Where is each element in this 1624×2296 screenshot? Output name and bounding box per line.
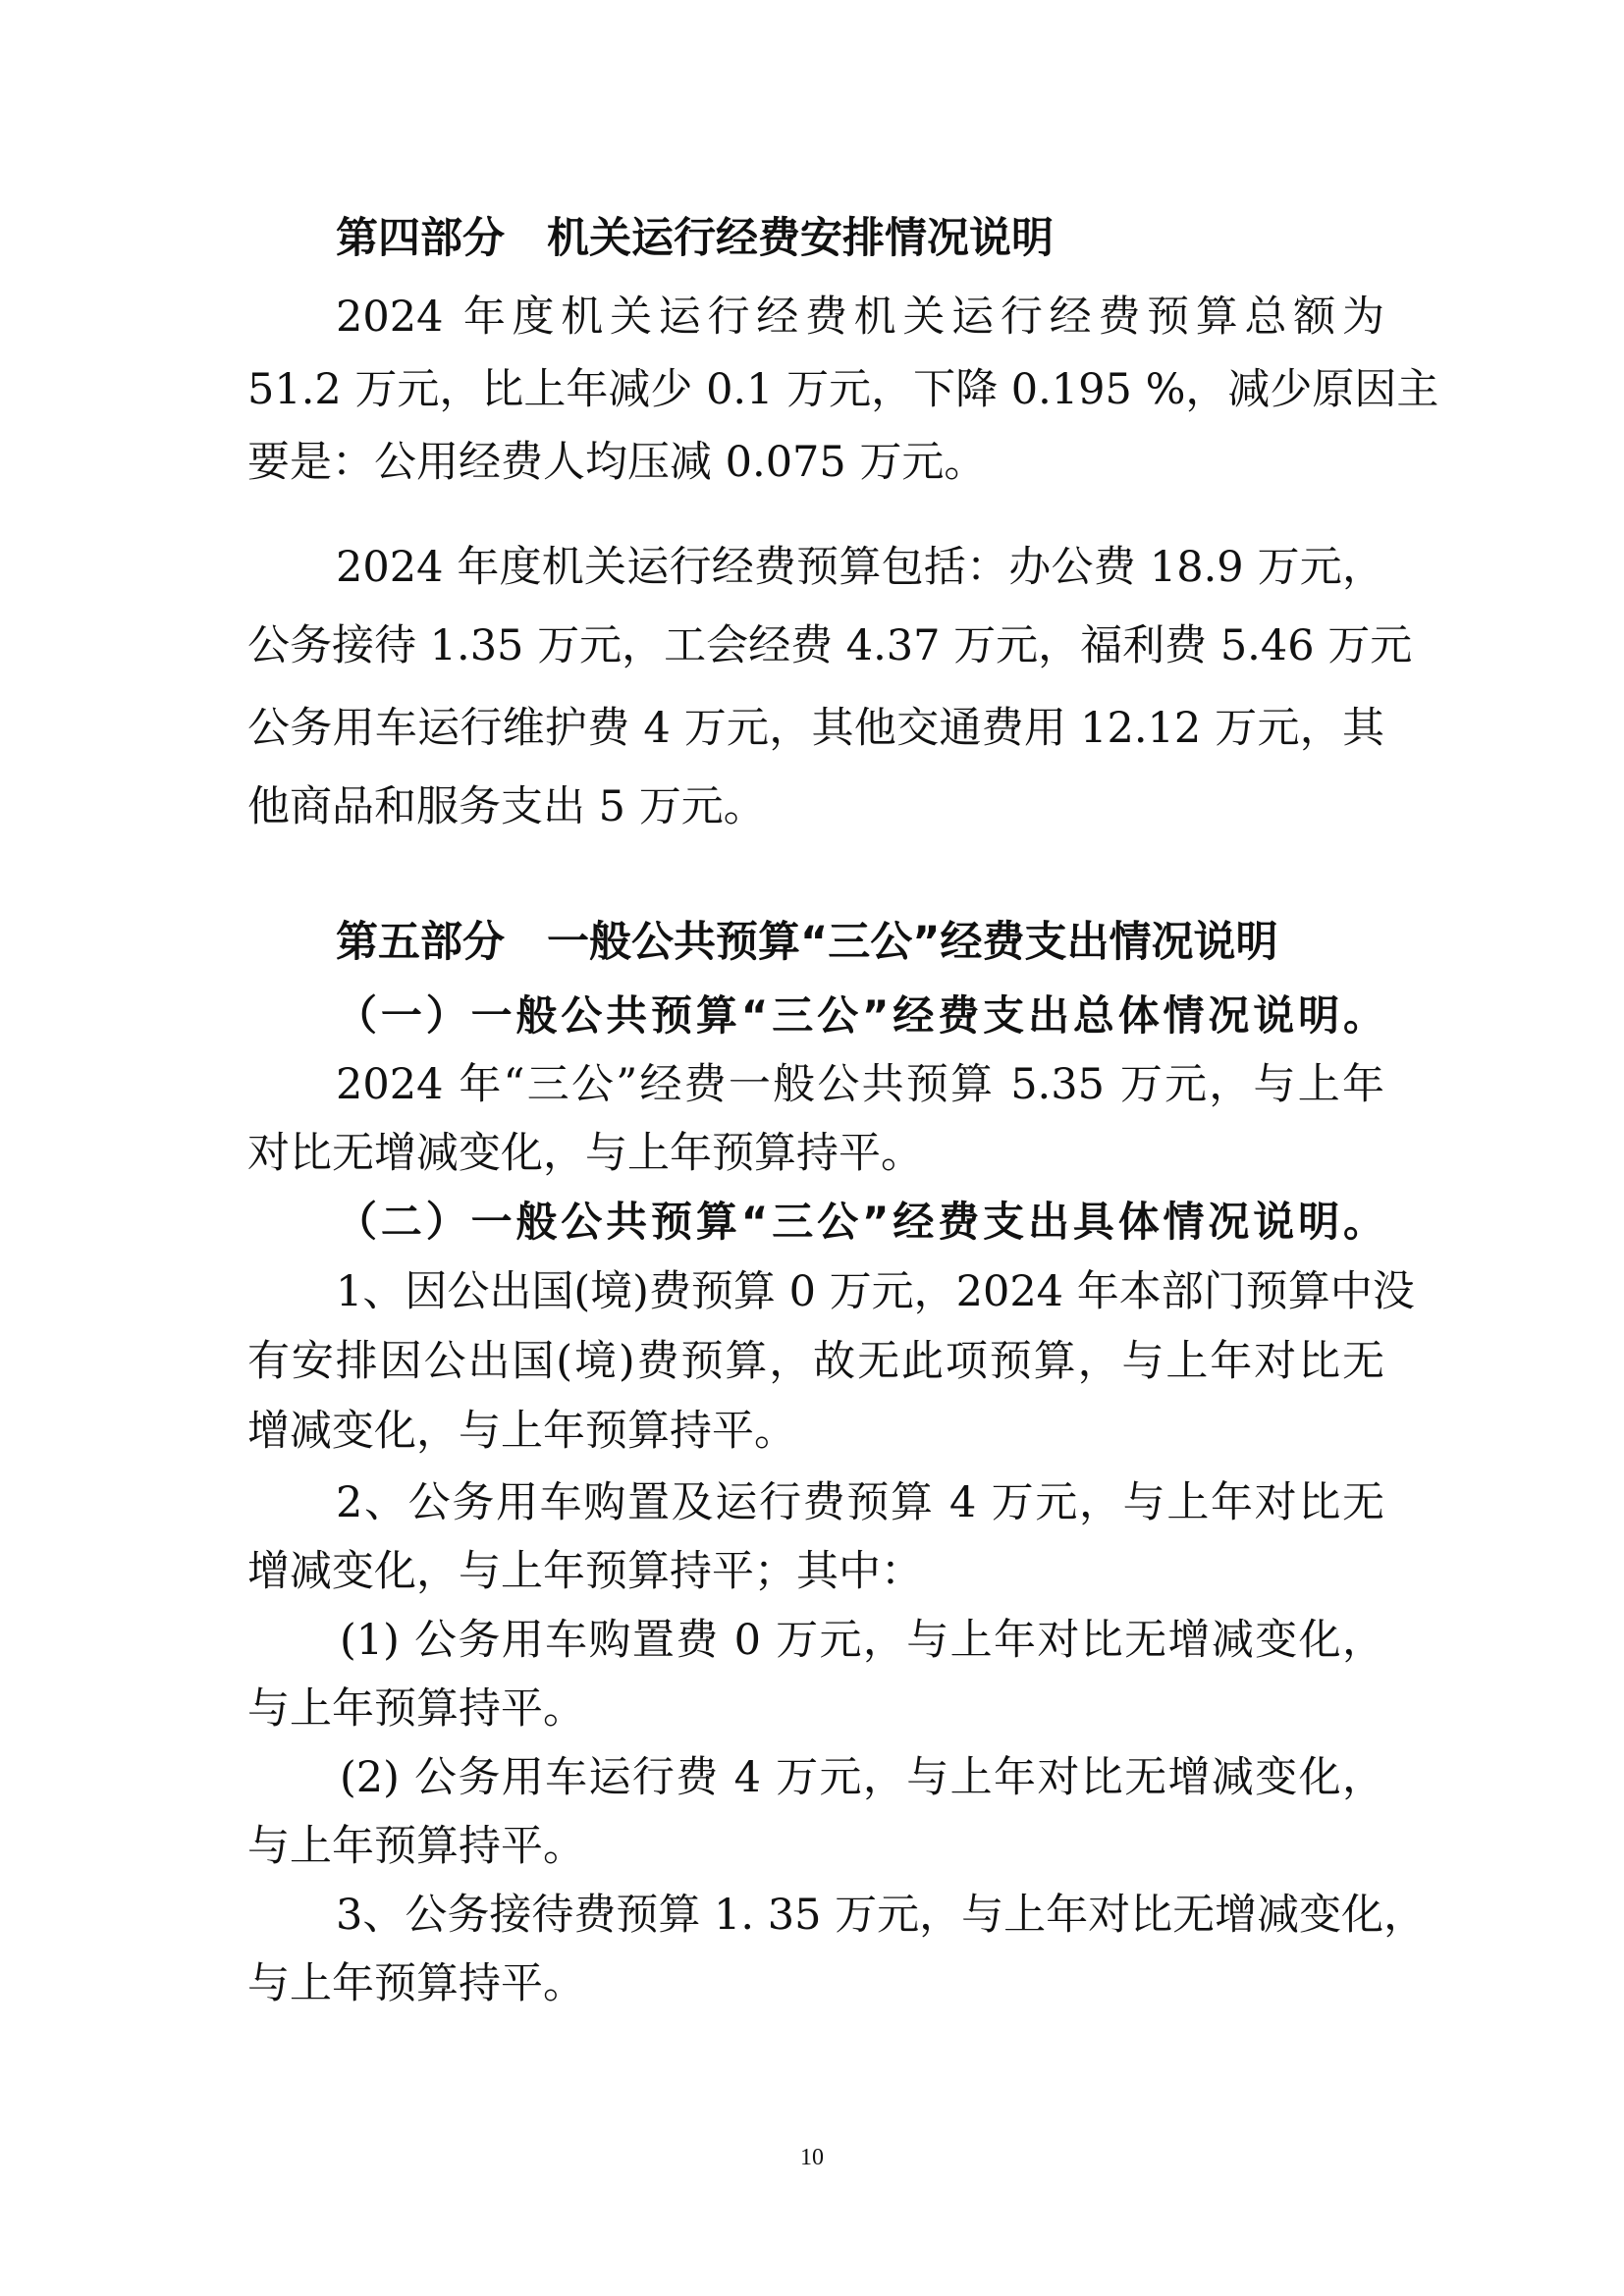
paragraph-line: 增减变化，与上年预算持平。 (247, 1407, 796, 1456)
paragraph-line: 公务接待 1.35 万元，工会经费 4.37 万元，福利费 5.46 万元 (247, 621, 1413, 670)
subsection-1-heading: （一）一般公共预算“三公”经费支出总体情况说明。 (336, 991, 1384, 1040)
paragraph-line: 要是：公用经费人均压减 0.075 万元。 (247, 438, 987, 487)
paragraph-line: 2024 年度机关运行经费预算包括：办公费 18.9 万元， (336, 543, 1384, 592)
paragraph-line: (1) 公务用车购置费 0 万元，与上年对比无增减变化， (340, 1616, 1384, 1665)
paragraph-line: 他商品和服务支出 5 万元。 (247, 782, 766, 831)
paragraph-line: 增减变化，与上年预算持平；其中： (247, 1547, 923, 1596)
page-number: 10 (800, 2145, 824, 2170)
paragraph-line: 51.2 万元，比上年减少 0.1 万元，下降 0.195 %，减少原因主 (247, 365, 1439, 414)
paragraph-line: 2024 年度机关运行经费机关运行经费预算总额为 (336, 293, 1384, 342)
paragraph-line: 1、因公出国(境)费预算 0 万元，2024 年本部门预算中没 (336, 1267, 1415, 1316)
paragraph-line: 与上年预算持平。 (247, 1684, 585, 1734)
paragraph-line: 2、公务用车购置及运行费预算 4 万元，与上年对比无 (336, 1478, 1384, 1527)
section-5-heading: 第五部分 一般公共预算“三公”经费支出情况说明 (336, 918, 1278, 967)
paragraph-line: 公务用车运行维护费 4 万元，其他交通费用 12.12 万元，其 (247, 704, 1384, 753)
paragraph-line: 有安排因公出国(境)费预算，故无此项预算，与上年对比无 (247, 1337, 1384, 1386)
subsection-2-heading: （二）一般公共预算“三公”经费支出具体情况说明。 (336, 1198, 1384, 1246)
paragraph-line: 与上年预算持平。 (247, 1959, 585, 2008)
paragraph-line: 与上年预算持平。 (247, 1822, 585, 1871)
paragraph-line: 2024 年“三公”经费一般公共预算 5.35 万元，与上年 (336, 1060, 1384, 1109)
paragraph-line: 3、公务接待费预算 1. 35 万元，与上年对比无增减变化， (336, 1891, 1427, 1940)
paragraph-line: 对比无增减变化，与上年预算持平。 (247, 1129, 923, 1178)
paragraph-line: (2) 公务用车运行费 4 万元，与上年对比无增减变化， (340, 1753, 1384, 1802)
section-4-heading: 第四部分 机关运行经费安排情况说明 (336, 214, 1054, 263)
